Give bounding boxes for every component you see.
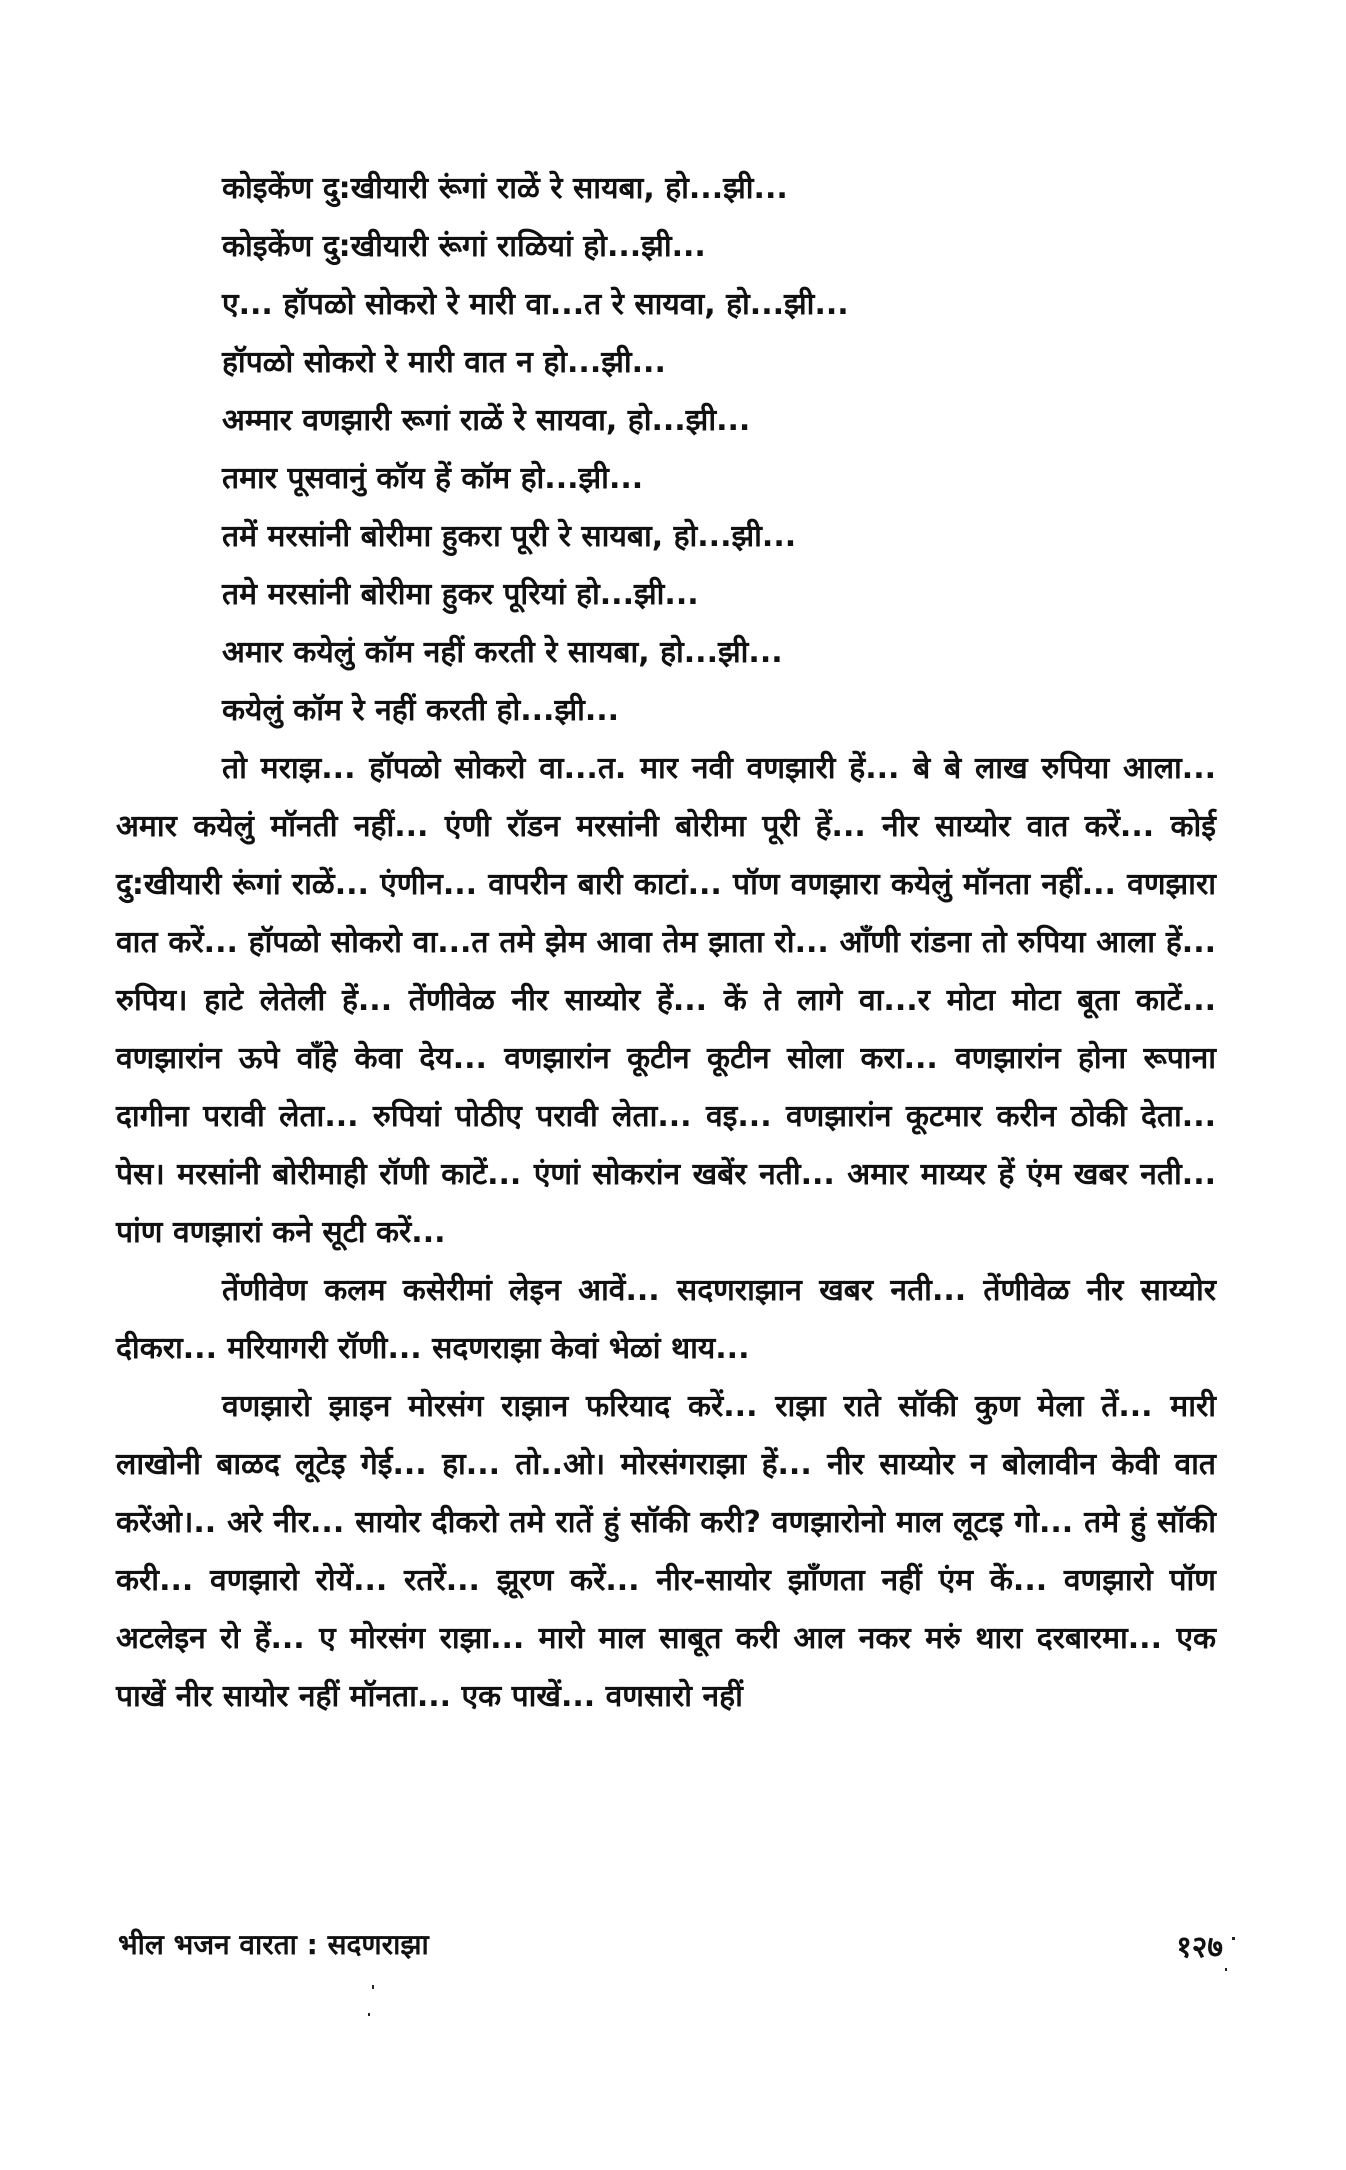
running-footer-title: भील भजन वारता : सदणराझा — [118, 1928, 429, 1961]
verse-line: तमे मरसांनी बोरीमा हुकर पूरियां हो...झी... — [222, 577, 699, 612]
paragraph: तेंणीवेण कलम कसेरीमां लेइन आवें... सदणराझान खबर नती... तेंणीवेळ नीर साय्योर दीकरा... मरियागरी रॉणी... सदणराझा केवां भेळां थाय... — [116, 1273, 1216, 1366]
scan-speck — [1225, 1968, 1227, 1971]
verse-block — [222, 160, 1222, 740]
page-footer — [118, 1925, 1223, 1975]
paragraph: तो मराझ... हॉपळो सोकरो वा...त. मार नवी वणझारी हें... बे बे लाख रुपिया आला... अमार कयेलुं मॉनती नहीं... एंणी रॉडन मरसांनी बोरीमा पूरी हें... नीर साय्योर वात करें... कोई दु:खीयारी रूंगां राळें... एंणीन... वापरीन बारी काटां... पॉण वणझारा कयेलुं मॉनता नहीं... वणझारा वात करें... हॉपळो सोकरो वा...त तमे झेम आवा तेम झाता रो... आँणी रांडना तो रुपिया आला हें... रुपिय। हाटे लेतेली हें... तेंणीवेळ नीर साय्योर हें... कें ते लागे वा...र मोटा मोटा बूता काटें... वणझारांन ऊपे वाँहे केवा देय... वणझारांन कूटीन कूटीन सोला करा... वणझारांन होना रूपाना दागीना परावी लेता... रुपियां पोठीए परावी लेता... वइ... वणझारांन कूटमार करीन ठोकी देता... पेस। मरसांनी बोरीमाही रॉणी काटें... एंणां सोकरांन खबेंर नती... अमार माय्यर हें एंम खबर नती... पांण वणझारां कने सूटी करें... — [116, 751, 1216, 1250]
verse-line: तमें मरसांनी बोरीमा हुकरा पूरी रे सायबा, हो...झी... — [222, 519, 797, 554]
verse-line: ए... हॉपळो सोकरो रे मारी वा...त रे सायवा, हो...झी... — [222, 287, 849, 322]
page-number: १२७ — [1176, 1930, 1223, 1965]
scan-speck — [368, 2013, 370, 2016]
verse-line: अमार कयेलुं कॉम नहीं करती रे सायबा, हो...झी... — [222, 635, 783, 670]
prose-block — [116, 740, 1216, 1726]
verse-line: कोइकेंण दु:खीयारी रूंगां राळें रे सायबा, हो...झी... — [222, 171, 788, 206]
verse-line: कयेलुं कॉम रे नहीं करती हो...झी... — [222, 693, 620, 728]
scan-speck — [372, 1985, 374, 1989]
verse-line: कोइकेंण दु:खीयारी रूंगां राळियां हो...झी... — [222, 229, 706, 264]
paragraph: वणझारो झाइन मोरसंग राझान फरियाद करें... राझा राते सॉकी कुण मेला तें... मारी लाखोनी बाळद लूटेइ गेई... हा... तो..ओ। मोरसंगराझा हें... नीर साय्योर न बोलावीन केवी वात करेंओ।.. अरे नीर... सायोर दीकरो तमे रातें हुं सॉकी करी? वणझारोनो माल लूटइ गो... तमे हुं सॉकी करी... वणझारो रोयें... रतरें... झूरण करें... नीर-सायोर झाँणता नहीं एंम कें... वणझारो पॉण अटलेइन रो हें... ए मोरसंग राझा... मारो माल साबूत करी आल नकर मरुं थारा दरबारमा... एक पाखें नीर सायोर नहीं मॉनता... एक पाखें... वणसारो नहीं — [116, 1389, 1216, 1714]
verse-line: अम्मार वणझारी रूगां राळें रे सायवा, हो...झी... — [222, 403, 751, 438]
verse-line: हॉपळो सोकरो रे मारी वात न हो...झी... — [222, 345, 666, 380]
verse-line: तमार पूसवानुं कॉय हें कॉम हो...झी... — [222, 461, 644, 496]
scan-speck — [1232, 1937, 1235, 1940]
